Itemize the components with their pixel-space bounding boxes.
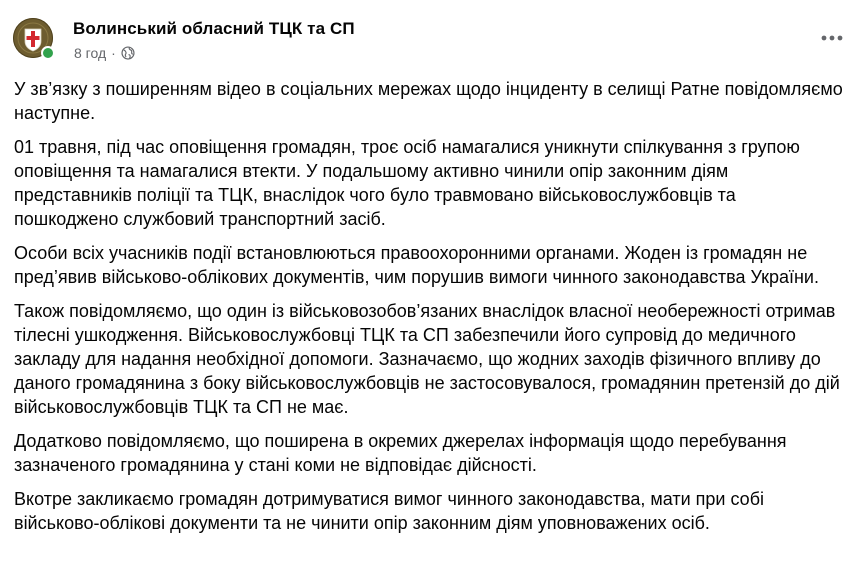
post-timestamp[interactable]: 8 год <box>74 45 107 61</box>
meta-separator: · <box>111 45 116 61</box>
post-paragraph: У зв’язку з поширенням відео в соціальних мережах щодо інциденту в селищі Ратне повідомляємо наступне. <box>14 79 843 123</box>
post-header <box>0 0 850 72</box>
more-options-button[interactable] <box>814 24 850 52</box>
post-paragraph: Вкотре закликаємо громадян дотримуватися вимог чинного законодавства, мати при собі військово-облікові документи та не чинити опір законним діям уповноважених осіб. <box>14 489 765 533</box>
globe-icon[interactable] <box>121 46 135 60</box>
page-name[interactable]: Волинський обласний ТЦК та СП <box>73 19 355 38</box>
post-body <box>14 77 844 545</box>
post-paragraph: Також повідомляємо, що один із військовозобов’язаних внаслідок власної необережності отримав тілесні ушкодження. Військовослужбовці ТЦК та СП забезпечили його супровід до медичного закладу для надання необхідної допомоги. Зазначаємо, що жодних заходів фізичного впливу до даного громадянина з боку військовослужбовців не застосовувалося, громадянин претензій до дій військовослужбовців ТЦК та СП не має. <box>14 301 840 417</box>
post-meta <box>74 44 135 62</box>
more-horizontal-icon <box>821 35 843 41</box>
post-paragraph: Особи всіх учасників події встановлюються правоохоронними органами. Жоден із громадян не пред’явив військово-облікових документів, чим порушив вимоги чинного законодавства України. <box>14 243 819 287</box>
online-status-indicator <box>41 46 55 60</box>
post-paragraph: 01 травня, під час оповіщення громадян, троє осіб намагалися уникнути спілкування з групою оповіщення та намагалися втекти. У подальшому активно чинили опір законним діям представників поліції та ТЦК, внаслідок чого було травмовано військовослужбовців та пошкоджено службовий транспортний засіб. <box>14 137 800 229</box>
post-paragraph: Додатково повідомляємо, що поширена в окремих джерелах інформація щодо перебування зазначеного громадянина у стані коми не відповідає дійсності. <box>14 431 787 475</box>
